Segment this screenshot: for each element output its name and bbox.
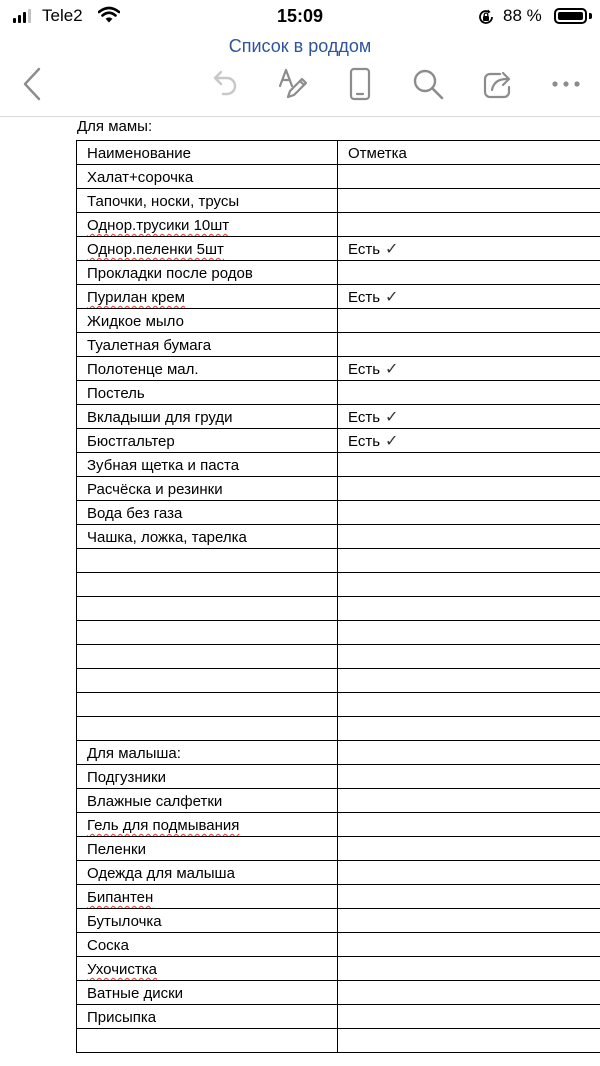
item-name: Соска: [87, 937, 129, 954]
item-name-cell[interactable]: [77, 573, 338, 597]
item-mark-cell[interactable]: [338, 573, 600, 597]
table-header-row: [77, 141, 600, 165]
baby-section-label-row: [77, 741, 600, 765]
checkmark-icon: ✓: [385, 289, 399, 306]
item-name-cell[interactable]: [77, 165, 338, 189]
item-name: Чашка, ложка, тарелка: [87, 529, 247, 546]
empty-row: [77, 717, 600, 741]
item-name-cell[interactable]: [77, 957, 338, 981]
table-row: [77, 165, 600, 189]
item-mark-cell[interactable]: [338, 285, 600, 309]
item-mark-cell[interactable]: [338, 333, 600, 357]
item-mark-cell[interactable]: [338, 501, 600, 525]
checkmark-icon: ✓: [385, 361, 399, 378]
empty-row: [77, 597, 600, 621]
item-name-cell[interactable]: [77, 333, 338, 357]
checkmark-icon: ✓: [385, 241, 399, 258]
item-name-cell[interactable]: [77, 717, 338, 741]
table-row: [77, 285, 600, 309]
item-mark-cell[interactable]: [338, 429, 600, 453]
item-name: Однор.трусики 10шт: [87, 217, 230, 234]
table-row: [77, 189, 600, 213]
item-name-cell[interactable]: [77, 669, 338, 693]
table-row: [77, 957, 600, 981]
item-mark-cell[interactable]: [338, 621, 600, 645]
item-name-cell[interactable]: [77, 453, 338, 477]
item-name-cell[interactable]: [77, 693, 338, 717]
item-name-cell[interactable]: [77, 837, 338, 861]
item-name-cell[interactable]: [77, 501, 338, 525]
item-mark-cell[interactable]: [338, 525, 600, 549]
item-mark-cell[interactable]: [338, 765, 600, 789]
rotation-lock-icon: [477, 8, 495, 31]
item-name-cell[interactable]: [77, 1029, 338, 1053]
item-name-cell[interactable]: [77, 813, 338, 837]
item-name-cell[interactable]: [77, 1005, 338, 1029]
item-name-cell[interactable]: [77, 357, 338, 381]
table-row: [77, 813, 600, 837]
item-name-cell[interactable]: [77, 789, 338, 813]
item-name-cell[interactable]: [77, 645, 338, 669]
item-name-cell[interactable]: [77, 885, 338, 909]
item-mark: Есть: [348, 361, 381, 378]
table-row: [77, 333, 600, 357]
table-row: [77, 213, 600, 237]
item-name-cell[interactable]: [77, 741, 338, 765]
item-name-cell[interactable]: [77, 621, 338, 645]
item-mark: Отметка: [348, 145, 407, 162]
item-mark-cell[interactable]: [338, 549, 600, 573]
item-name-cell[interactable]: [77, 981, 338, 1005]
item-mark-cell[interactable]: [338, 453, 600, 477]
item-name: Жидкое мыло: [87, 313, 184, 330]
table-row: [77, 981, 600, 1005]
item-mark-cell[interactable]: [338, 669, 600, 693]
item-mark: Есть: [348, 289, 381, 306]
more-button[interactable]: [546, 64, 586, 104]
item-name: Туалетная бумага: [87, 337, 212, 354]
item-mark-cell[interactable]: [338, 837, 600, 861]
table-row: [77, 1005, 600, 1029]
item-name: Вода без газа: [87, 505, 183, 522]
empty-row: [77, 645, 600, 669]
item-name-cell[interactable]: [77, 597, 338, 621]
item-mark-cell[interactable]: [338, 405, 600, 429]
item-name: Подгузники: [87, 769, 166, 786]
undo-button[interactable]: [204, 64, 244, 104]
item-name-cell[interactable]: [77, 213, 338, 237]
checklist-table: [76, 140, 600, 1053]
table-row: [77, 357, 600, 381]
item-name: Вкладыши для груди: [87, 409, 233, 426]
table-row: [77, 453, 600, 477]
back-button[interactable]: [12, 64, 52, 104]
format-button[interactable]: [272, 64, 312, 104]
table-row: [77, 765, 600, 789]
status-bar: [0, 0, 600, 34]
item-name-cell[interactable]: [77, 525, 338, 549]
item-mark-cell[interactable]: [338, 693, 600, 717]
item-mark-cell[interactable]: [338, 741, 600, 765]
table-row: [77, 405, 600, 429]
checkmark-icon: ✓: [385, 433, 399, 450]
item-name-cell[interactable]: [77, 381, 338, 405]
item-name-cell[interactable]: [77, 309, 338, 333]
item-name-cell[interactable]: [77, 549, 338, 573]
undo-icon: [207, 67, 241, 101]
item-name: Для малыша:: [87, 745, 181, 762]
item-name: Зубная щетка и паста: [87, 457, 240, 474]
item-name-cell[interactable]: [77, 237, 338, 261]
mom-section-label: Для мамы:: [77, 118, 153, 135]
item-name-cell[interactable]: [77, 933, 338, 957]
carrier-name: Tele2: [42, 6, 83, 25]
table-row: [77, 837, 600, 861]
item-mark: Есть: [348, 241, 381, 258]
item-mark-cell[interactable]: [338, 909, 600, 933]
item-name-cell[interactable]: [77, 765, 338, 789]
item-mark-cell[interactable]: [338, 813, 600, 837]
item-name: Ватные диски: [87, 985, 184, 1002]
item-name-cell[interactable]: [77, 405, 338, 429]
empty-row: [77, 573, 600, 597]
item-mark-cell[interactable]: [338, 981, 600, 1005]
empty-row: [77, 693, 600, 717]
table-row: [77, 909, 600, 933]
item-mark-cell[interactable]: [338, 717, 600, 741]
table-row: [77, 861, 600, 885]
empty-row: [77, 621, 600, 645]
item-mark-cell[interactable]: [338, 237, 600, 261]
table-row: [77, 789, 600, 813]
item-mark-cell[interactable]: [338, 477, 600, 501]
table-row: [77, 885, 600, 909]
search-button[interactable]: [408, 64, 448, 104]
mobile-view-button[interactable]: [340, 64, 380, 104]
item-mark-cell[interactable]: [338, 933, 600, 957]
item-name: Присыпка: [87, 1009, 157, 1026]
item-mark-cell[interactable]: [338, 261, 600, 285]
table-row: [77, 477, 600, 501]
table-row: [77, 237, 600, 261]
more-icon: [551, 80, 581, 88]
item-name: Гель для подмывания: [87, 817, 240, 834]
item-name-cell[interactable]: [77, 189, 338, 213]
item-mark-cell[interactable]: [338, 597, 600, 621]
item-name: Пеленки: [87, 841, 146, 858]
item-mark-cell[interactable]: [338, 213, 600, 237]
item-name: Постель: [87, 385, 145, 402]
item-mark-cell[interactable]: [338, 165, 600, 189]
table-row: [77, 933, 600, 957]
table-row: [77, 429, 600, 453]
item-mark-cell[interactable]: [338, 309, 600, 333]
item-name-cell[interactable]: [77, 285, 338, 309]
share-icon: [480, 66, 516, 102]
item-name-cell[interactable]: [77, 261, 338, 285]
item-name: Прокладки после родов: [87, 265, 253, 282]
checkmark-icon: ✓: [385, 409, 399, 426]
empty-row: [77, 669, 600, 693]
toolbar-divider: [0, 116, 600, 117]
mobile-view-icon: [348, 66, 372, 102]
item-mark-cell[interactable]: [338, 645, 600, 669]
item-mark: Есть: [348, 409, 381, 426]
item-name-cell[interactable]: [77, 141, 338, 165]
item-name: Полотенце мал.: [87, 361, 199, 378]
item-name-cell[interactable]: [77, 861, 338, 885]
item-name: Бипантен: [87, 889, 154, 906]
share-button[interactable]: [478, 64, 518, 104]
empty-row: [77, 1029, 600, 1053]
table-row: [77, 525, 600, 549]
item-name-cell[interactable]: [77, 909, 338, 933]
item-name: Пурилан крем: [87, 289, 185, 306]
chevron-left-icon: [19, 66, 45, 102]
document-title[interactable]: Список в роддом: [228, 36, 372, 56]
item-name-cell[interactable]: [77, 429, 338, 453]
item-name: Тапочки, носки, трусы: [87, 193, 240, 210]
item-name: Расчёска и резинки: [87, 481, 223, 498]
clock: 15:09: [276, 6, 324, 26]
item-name: Одежда для малыша: [87, 865, 235, 882]
table-row: [77, 381, 600, 405]
table-row: [77, 501, 600, 525]
item-mark-cell[interactable]: [338, 1005, 600, 1029]
item-name: Халат+сорочка: [87, 169, 194, 186]
battery-percent: 88 %: [503, 6, 542, 25]
item-name-cell[interactable]: [77, 477, 338, 501]
item-name: Однор.пеленки 5шт: [87, 241, 224, 258]
item-mark-cell[interactable]: [338, 381, 600, 405]
search-icon: [411, 67, 445, 101]
table-row: [77, 309, 600, 333]
item-mark: Есть: [348, 433, 381, 450]
item-mark-cell[interactable]: [338, 141, 600, 165]
empty-row: [77, 549, 600, 573]
table-row: [77, 261, 600, 285]
item-mark-cell[interactable]: [338, 957, 600, 981]
item-name: Бюстгальтер: [87, 433, 175, 450]
item-name: Ухочистка: [87, 961, 157, 978]
item-name: Влажные салфетки: [87, 793, 223, 810]
text-format-pen-icon: [274, 66, 310, 102]
item-name: Наименование: [87, 145, 191, 162]
item-mark-cell[interactable]: [338, 789, 600, 813]
item-mark-cell[interactable]: [338, 885, 600, 909]
battery-tip: [589, 13, 592, 19]
battery-icon: [554, 8, 587, 24]
item-mark-cell[interactable]: [338, 189, 600, 213]
item-name: Бутылочка: [87, 913, 162, 930]
item-mark-cell[interactable]: [338, 357, 600, 381]
item-mark-cell[interactable]: [338, 1029, 600, 1053]
item-mark-cell[interactable]: [338, 861, 600, 885]
